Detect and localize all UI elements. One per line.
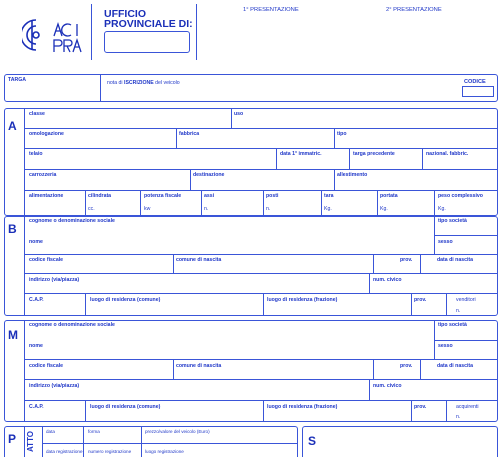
- registration-note: [107, 80, 180, 86]
- office-title: [104, 9, 193, 29]
- m-indirizzo-label: indirizzo (via/piazza): [29, 383, 80, 389]
- m-tipo-societa-label: tipo società: [438, 322, 467, 328]
- uso-label: uso: [234, 111, 244, 117]
- m-num-civico-label: num. civico: [373, 383, 402, 389]
- section-a-letter: A: [8, 119, 17, 133]
- note-prefix: nota di: [107, 80, 125, 86]
- tipo-label: tipo: [337, 131, 347, 137]
- province-input[interactable]: [104, 31, 190, 53]
- second-submission-label: 2° PRESENTAZIONE: [386, 7, 442, 13]
- section-s-letter: S: [308, 434, 317, 448]
- p-forma-label: forma: [88, 429, 100, 434]
- m-prov-label: prov.: [400, 363, 413, 369]
- portata-unit: Kg.: [380, 206, 388, 212]
- aci-pra-logo: [22, 12, 84, 58]
- m-residenza-comune-label: luogo di residenza (comune): [90, 404, 161, 410]
- b-tipo-societa-label: tipo società: [438, 218, 467, 224]
- cilindrata-label: cilindrata: [88, 193, 112, 199]
- targa-input[interactable]: [8, 84, 96, 98]
- m-comune-nascita-label: comune di nascita: [176, 363, 222, 369]
- assi-label: assi: [204, 193, 215, 199]
- peso-unit: Kg.: [438, 206, 446, 212]
- b-cap-label: C.A.P.: [29, 297, 44, 303]
- p-data-label: data: [46, 429, 55, 434]
- m-acquirenti-unit: n.: [456, 414, 461, 420]
- p-luogo-registrazione-label: luogo registrazione: [145, 449, 184, 454]
- portata-label: portata: [380, 193, 398, 199]
- b-sesso-label: sesso: [438, 239, 453, 245]
- cilindrata-unit: cc.: [88, 206, 95, 212]
- office-title-line1: UFFICIO: [104, 8, 146, 20]
- alimentazione-label: alimentazione: [29, 193, 64, 199]
- m-nome-label: nome: [29, 343, 43, 349]
- aci-logo-icon: [22, 12, 84, 58]
- b-codice-fiscale-label: codice fiscale: [29, 257, 64, 263]
- posti-unit: n.: [266, 206, 271, 212]
- m-sesso-label: sesso: [438, 343, 453, 349]
- potenza-fiscale-label: potenza fiscale: [144, 193, 182, 199]
- b-residenza-frazione-label: luogo di residenza (frazione): [267, 297, 338, 303]
- tara-unit: Kg.: [324, 206, 332, 212]
- potenza-unit: kw: [144, 206, 151, 212]
- m-cap-label: C.A.P.: [29, 404, 44, 410]
- b-indirizzo-label: indirizzo (via/piazza): [29, 277, 80, 283]
- section-b-letter: B: [8, 222, 17, 236]
- posti-label: posti: [266, 193, 279, 199]
- classe-label: classe: [29, 111, 45, 117]
- telaio-label: telaio: [29, 151, 43, 157]
- allestimento-label: allestimento: [337, 172, 368, 178]
- b-comune-nascita-label: comune di nascita: [176, 257, 222, 263]
- m-acquirenti-label: acquirenti: [456, 404, 479, 410]
- carrozzeria-label: carrozzeria: [29, 172, 57, 178]
- fabbrica-label: fabbrica: [179, 131, 200, 137]
- b-data-nascita-label: data di nascita: [437, 257, 474, 263]
- codice-label: CODICE: [464, 79, 486, 85]
- nazional-fabbric-label: nazional. fabbric.: [426, 151, 469, 157]
- destinazione-label: destinazione: [193, 172, 225, 178]
- note-suffix: del veicolo: [153, 80, 180, 86]
- p-prezzo-label: prezzo/valore del veicolo (Euro): [145, 429, 210, 434]
- tara-label: tara: [324, 193, 334, 199]
- codice-input[interactable]: [462, 86, 494, 97]
- m-cognome-label: cognome o denominazione sociale: [29, 322, 115, 328]
- b-nome-label: nome: [29, 239, 43, 245]
- data-immatric-label: data 1° immatric.: [280, 151, 322, 157]
- m-codice-fiscale-label: codice fiscale: [29, 363, 64, 369]
- section-a: [4, 108, 498, 216]
- first-submission-label: 1° PRESENTAZIONE: [243, 7, 299, 13]
- b-prov2-label: prov.: [414, 297, 427, 303]
- assi-unit: n.: [204, 206, 209, 212]
- targa-precedente-label: targa precedente: [353, 151, 395, 157]
- omologazione-label: omologazione: [29, 131, 64, 137]
- m-data-nascita-label: data di nascita: [437, 363, 474, 369]
- b-venditori-label: venditori: [456, 297, 476, 303]
- targa-label: TARGA: [8, 77, 27, 83]
- p-data-registrazione-label: data registrazione: [46, 449, 83, 454]
- p-numero-registrazione-label: numero registrazione: [88, 449, 132, 454]
- b-cognome-label: cognome o denominazione sociale: [29, 218, 115, 224]
- b-residenza-comune-label: luogo di residenza (comune): [90, 297, 161, 303]
- note-bold: ISCRIZIONE: [124, 80, 154, 86]
- section-p-letter: P: [8, 432, 17, 446]
- b-prov-label: prov.: [400, 257, 413, 263]
- office-title-line2: PROVINCIALE DI:: [104, 18, 193, 30]
- section-m-letter: M: [8, 328, 18, 342]
- section-s: [302, 426, 498, 457]
- m-residenza-frazione-label: luogo di residenza (frazione): [267, 404, 338, 410]
- m-prov2-label: prov.: [414, 404, 427, 410]
- b-venditori-unit: n.: [456, 308, 461, 314]
- b-num-civico-label: num. civico: [373, 277, 402, 283]
- atto-label: ATTO: [26, 430, 35, 452]
- peso-complessivo-label: peso complessivo: [438, 193, 483, 199]
